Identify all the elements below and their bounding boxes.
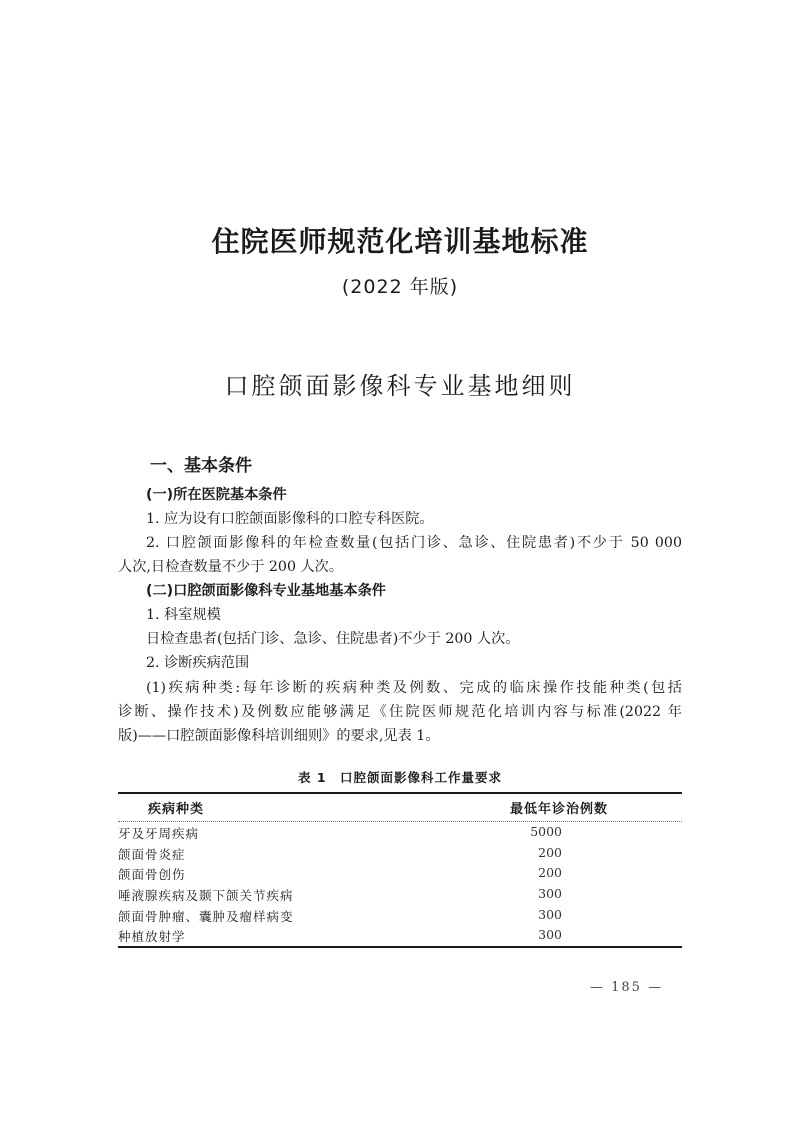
item-heading-department-scale: 1. 科室规模 [146, 607, 221, 623]
table-cell-disease: 唾液腺疾病及颞下颌关节疾病 [118, 888, 294, 903]
table-top-rule [118, 792, 682, 794]
table-cell-disease: 颌面骨创伤 [118, 867, 186, 882]
page-number: — 185 — [590, 980, 664, 995]
table-bottom-rule [118, 946, 682, 948]
table-cell-disease: 牙及牙周疾病 [118, 826, 200, 841]
table-header-disease-type: 疾病种类 [148, 802, 205, 817]
item-heading-disease-scope: 2. 诊断疾病范围 [146, 655, 250, 671]
paragraph-disease-types-line-2: 诊断、操作技术)及例数应能够满足《住院医师规范化培训内容与标准(2022 年 [118, 704, 682, 720]
table-row [118, 845, 682, 865]
table-cell-count: 5000 [530, 824, 562, 839]
table-row [118, 824, 682, 844]
table-row [118, 907, 682, 927]
paragraph-item-2-line-2: 人次,日检查数量不少于 200 人次。 [118, 559, 344, 575]
subsection-heading-hospital: (一)所在医院基本条件 [146, 487, 287, 503]
table-header-min-annual-cases: 最低年诊治例数 [510, 802, 609, 817]
paragraph-disease-types-line-1: (1)疾病种类:每年诊断的疾病种类及例数、完成的临床操作技能种类(包括 [146, 680, 682, 696]
document-subtitle: 口腔颌面影像科专业基地细则 [224, 372, 576, 400]
table-row [118, 927, 682, 947]
table-row [118, 865, 682, 885]
subsection-heading-specialty-base: (二)口腔颌面影像科专业基地基本条件 [146, 583, 386, 599]
table-cell-count: 300 [538, 927, 562, 942]
table-caption: 表 1 口腔颌面影像科工作量要求 [297, 770, 503, 785]
table-cell-count: 200 [538, 865, 562, 880]
table-cell-disease: 颌面骨炎症 [118, 847, 186, 862]
paragraph-disease-types-line-3: 版)——口腔颌面影像科培训细则》的要求,见表 1。 [118, 728, 440, 744]
document-title: 住院医师规范化培训基地标准 [211, 225, 589, 258]
table-row [118, 886, 682, 906]
table-header-rule [118, 821, 682, 822]
paragraph-department-scale: 日检查患者(包括门诊、急诊、住院患者)不少于 200 人次。 [146, 631, 520, 647]
paragraph-item-2-line-1: 2. 口腔颌面影像科的年检查数量(包括门诊、急诊、住院患者)不少于 50 000 [146, 535, 682, 551]
table-cell-count: 300 [538, 907, 562, 922]
table-cell-disease: 颌面骨肿瘤、囊肿及瘤样病变 [118, 909, 294, 924]
paragraph-item-1: 1. 应为设有口腔颌面影像科的口腔专科医院。 [146, 511, 434, 527]
table-cell-disease: 种植放射学 [118, 929, 186, 944]
table-cell-count: 300 [538, 886, 562, 901]
section-heading-basic-conditions: 一、基本条件 [150, 456, 252, 476]
table-cell-count: 200 [538, 845, 562, 860]
document-edition: (2022 年版) [341, 276, 459, 298]
